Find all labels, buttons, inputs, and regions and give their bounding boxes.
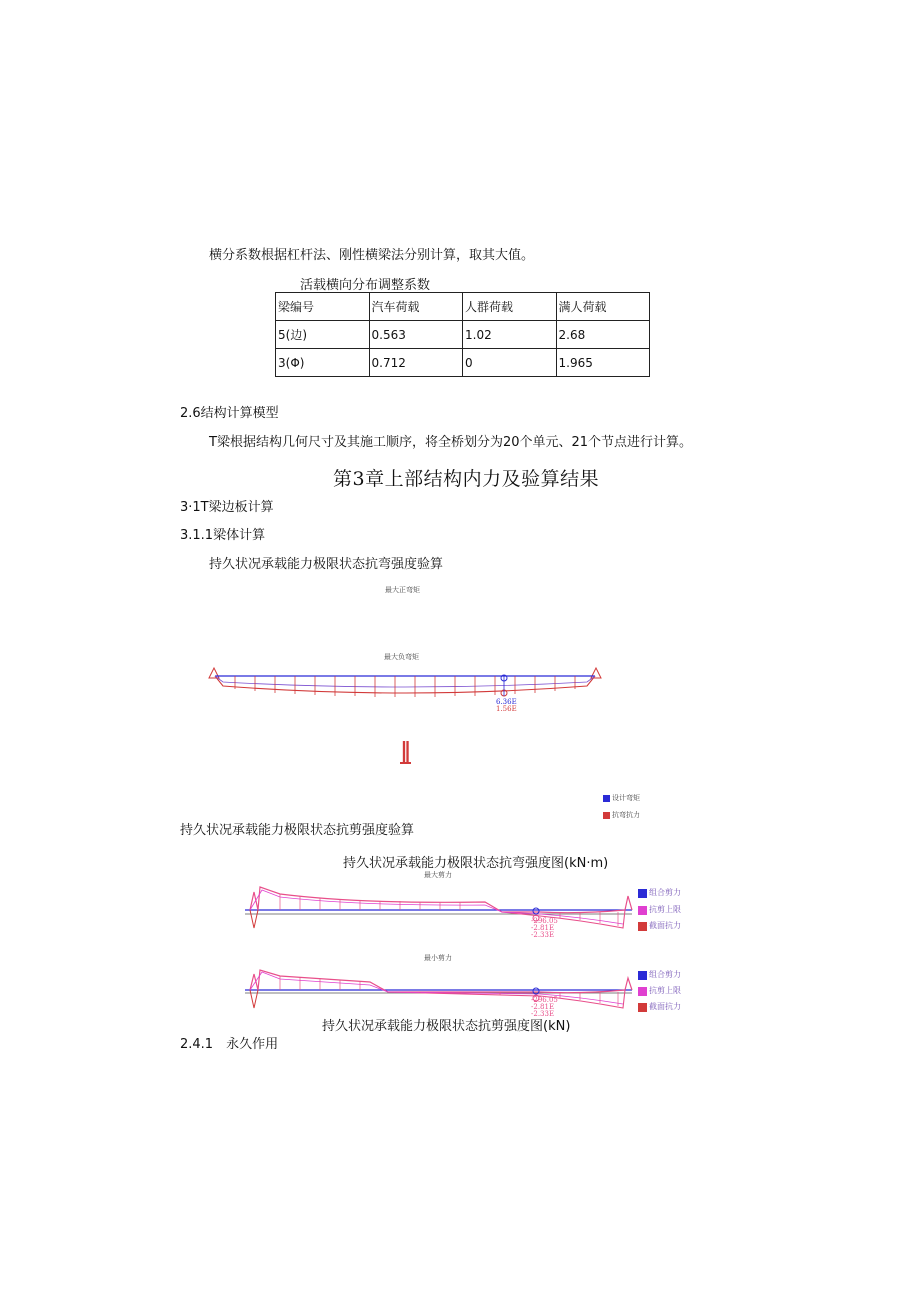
legend-section-resist [638, 920, 681, 931]
section-heading-3-1-1: 3.1.1梁体计算 [180, 528, 266, 543]
section-heading-3-1: 3·1T梁边板计算 [180, 500, 274, 515]
shear-max-diagram [240, 882, 640, 942]
bending-value-2: 1.56E [496, 705, 517, 713]
legend-label: 截面抗力 [649, 1002, 681, 1011]
legend-swatch-icon [603, 812, 610, 819]
table-header-cell: 汽车荷载 [369, 293, 463, 321]
table-cell: 2.68 [556, 321, 650, 349]
table-header-cell: 人群荷载 [463, 293, 557, 321]
shear-min-diagram [240, 962, 640, 1020]
table-header-cell: 满人荷载 [556, 293, 650, 321]
legend-section-resist [638, 1001, 681, 1012]
table-cell: 0 [463, 349, 557, 377]
table-row [276, 349, 650, 377]
legend-swatch-icon [638, 987, 647, 996]
shear-label-min: 最小剪力 [424, 954, 452, 962]
bending-diagram [205, 660, 615, 710]
table-cell: 0.712 [369, 349, 463, 377]
legend-swatch-icon [638, 971, 647, 980]
legend-swatch-icon [603, 795, 610, 802]
intro-text: 横分系数根据杠杆法、刚性横梁法分别计算，取其大值。 [209, 248, 535, 263]
legend-shear-upper [638, 985, 681, 996]
legend-swatch-icon [638, 922, 647, 931]
shear-max-value-1: -296.05 [531, 917, 558, 925]
shear-max-value-2: -2.81E [531, 924, 555, 932]
shear-min-value-2: -2.81E [531, 1003, 555, 1011]
shear-check-heading: 持久状况承载能力极限状态抗剪强度验算 [180, 823, 415, 838]
legend-swatch-icon [638, 1003, 647, 1012]
legend-design-moment [603, 793, 640, 803]
section-heading-2-4-1: 2.4.1 永久作用 [180, 1037, 279, 1052]
legend-label: 设计弯矩 [612, 794, 640, 802]
chapter-title: 第3章上部结构内力及验算结果 [333, 468, 600, 490]
shear-label-max: 最大剪力 [424, 871, 452, 879]
legend-combined-shear [638, 887, 681, 898]
shear-min-value-1: -296.05 [531, 996, 558, 1004]
bending-label-top: 最大正弯矩 [385, 586, 420, 594]
shear-min-value-3: -2.33E [531, 1010, 555, 1018]
legend-label: 组合剪力 [649, 970, 681, 979]
legend-label: 截面抗力 [649, 921, 681, 930]
table-cell: 5(边) [276, 321, 370, 349]
table-title: 活载横向分布调整系数 [300, 278, 431, 293]
coef-table [275, 292, 650, 377]
table-row [276, 321, 650, 349]
legend-label: 抗剪上限 [649, 986, 681, 995]
table-header-cell: 梁编号 [276, 293, 370, 321]
bending-value-1: 6.36E [496, 698, 517, 706]
legend-shear-upper [638, 904, 681, 915]
table-cell: 3(Φ) [276, 349, 370, 377]
bending-figure-caption: 持久状况承载能力极限状态抗弯强度图(kN·m) [343, 856, 609, 871]
legend-combined-shear [638, 969, 681, 980]
legend-label: 抗剪上限 [649, 905, 681, 914]
table-cell: 1.965 [556, 349, 650, 377]
shear-figure-caption: 持久状况承载能力极限状态抗剪强度图(kN) [322, 1019, 571, 1034]
section-body-2-6: T梁根据结构几何尺寸及其施工顺序，将全桥划分为20个单元、21个节点进行计算。 [209, 435, 693, 450]
legend-resist-moment [603, 810, 640, 820]
bending-label-mid: 最大负弯矩 [384, 653, 419, 661]
table-cell: 0.563 [369, 321, 463, 349]
legend-label: 组合剪力 [649, 888, 681, 897]
section-heading-2-6: 2.6结构计算模型 [180, 406, 279, 421]
legend-swatch-icon [638, 889, 647, 898]
legend-label: 抗弯抗力 [612, 811, 640, 819]
figure-marker: ‖ [400, 738, 411, 764]
table-header-row [276, 293, 650, 321]
legend-swatch-icon [638, 906, 647, 915]
bending-check-heading: 持久状况承载能力极限状态抗弯强度验算 [209, 557, 444, 572]
shear-max-value-3: -2.33E [531, 931, 555, 939]
table-cell: 1.02 [463, 321, 557, 349]
